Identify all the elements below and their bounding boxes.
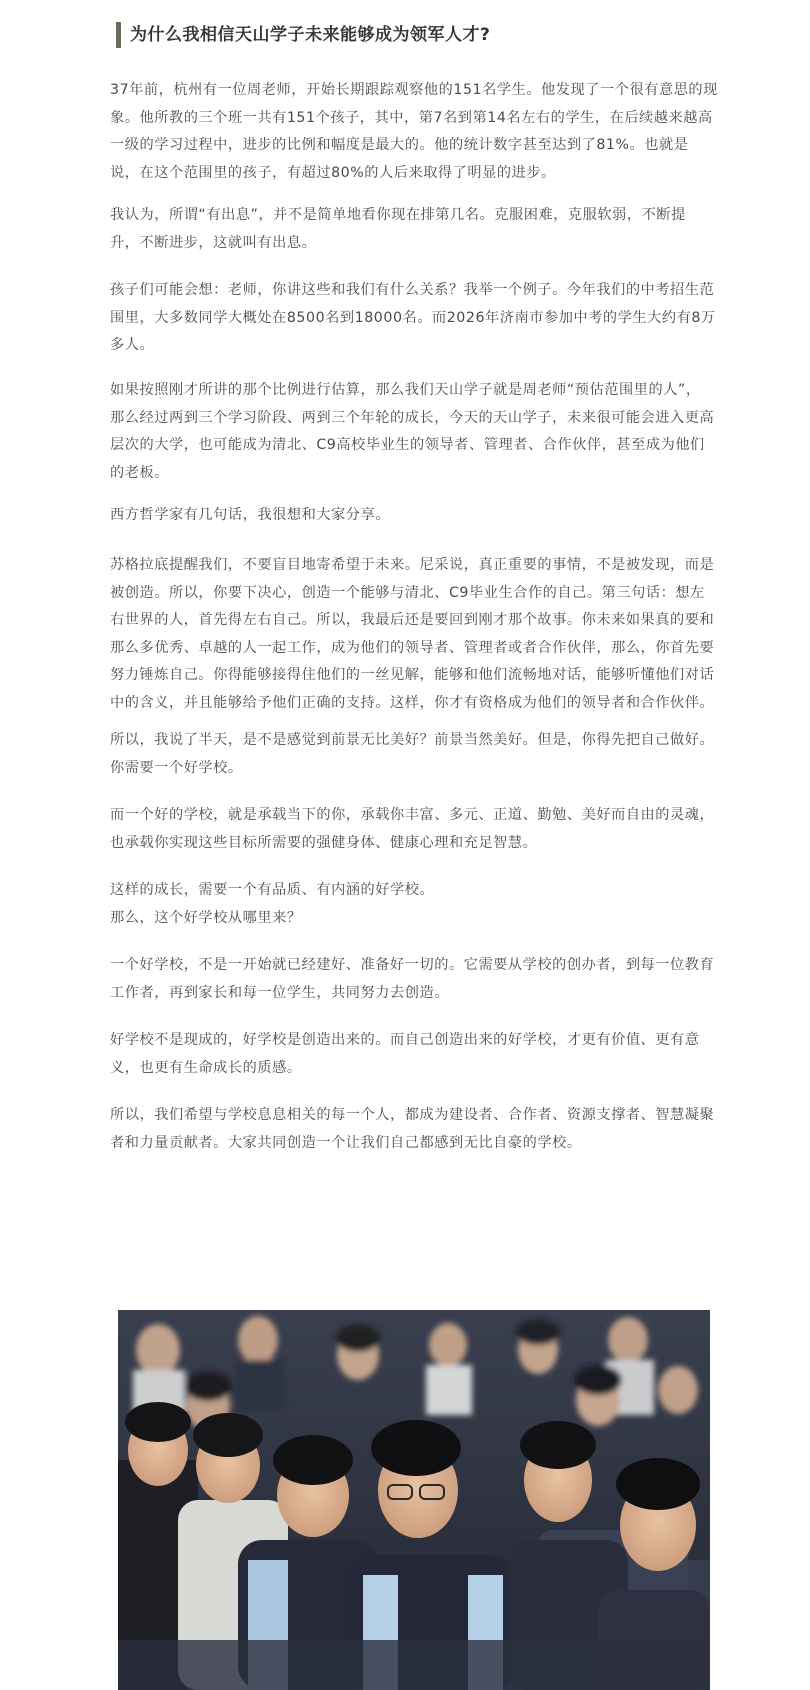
paragraph-line: 说，在这个范围里的孩子，有超过80%的人后来取得了明显的进步。 bbox=[110, 164, 556, 181]
paragraph-9 bbox=[110, 877, 712, 932]
paragraph-6 bbox=[110, 552, 715, 717]
paragraph-line: 义，也更有生命成长的质感。 bbox=[110, 1059, 302, 1076]
paragraph-line: 围里，大多数同学大概处在8500名到18000名。而2026年济南市参加中考的学生大约有8万 bbox=[110, 309, 716, 326]
paragraph-line: 你需要一个好学校。 bbox=[110, 759, 243, 776]
paragraph-line: 被创造。所以，你要下决心，创造一个能够与清北、C9毕业生合作的自己。第三句话：想左 bbox=[110, 584, 705, 601]
paragraph-line: 西方哲学家有几句话，我很想和大家分享。 bbox=[110, 507, 391, 523]
paragraph-line: 苏格拉底提醒我们，不要盲目地寄希望于未来。尼采说，真正重要的事情，不是被发现，而是 bbox=[110, 557, 715, 573]
paragraph-line: 努力锤炼自己。你得能够接得住他们的一丝见解，能够和他们流畅地对话，能够听懂他们对话 bbox=[110, 667, 715, 683]
paragraph-line: 右世界的人，首先得左右自己。所以，我最后还是要回到刚才那个故事。你未来如果真的要和 bbox=[110, 612, 715, 628]
paragraph-line: 好学校不是现成的，好学校是创造出来的。而自己创造出来的好学校，才更有价值、更有意 bbox=[110, 1032, 700, 1048]
students-auditorium-photo bbox=[118, 1310, 710, 1690]
heading-accent-bar bbox=[116, 22, 121, 48]
paragraph-2 bbox=[110, 202, 712, 257]
paragraph-line: 37年前，杭州有一位周老师，开始长期跟踪观察他的151名学生。他发现了一个很有意思的现 bbox=[110, 82, 718, 98]
paragraph-7 bbox=[110, 727, 715, 782]
paragraph-11 bbox=[110, 1027, 712, 1082]
paragraph-line: 一个好学校，不是一开始就已经建好、准备好一切的。它需要从学校的创办者，到每一位教育 bbox=[110, 957, 715, 973]
paragraph-line: 所以，我们希望与学校息息相关的每一个人，都成为建设者、合作者、资源支撑者、智慧凝聚 bbox=[110, 1107, 715, 1123]
paragraph-line: 象。他所教的三个班一共有151个孩子，其中，第7名到第14名左右的学生，在后续越来越高 bbox=[110, 109, 713, 126]
paragraph-line: 升，不断进步，这就叫有出息。 bbox=[110, 234, 317, 251]
paragraph-line: 这样的成长，需要一个有品质、有内涵的好学校。 bbox=[110, 882, 435, 898]
paragraph-line: 那么多优秀、卓越的人一起工作，成为他们的领导者、管理者或者合作伙伴，那么，你首先要 bbox=[110, 639, 715, 656]
paragraph-8 bbox=[110, 802, 715, 857]
paragraph-line: 如果按照刚才所讲的那个比例进行估算，那么我们天山学子就是周老师“预估范围里的人”， bbox=[110, 382, 701, 398]
paragraph-line: 而一个好的学校，就是承载当下的你，承载你丰富、多元、正道、勤勉、美好而自由的灵魂， bbox=[110, 807, 715, 823]
paragraph-line: 者和力量贡献者。大家共同创造一个让我们自己都感到无比自豪的学校。 bbox=[110, 1134, 582, 1151]
paragraph-5 bbox=[110, 502, 712, 530]
paragraph-4 bbox=[110, 377, 715, 487]
paragraph-line: 那么经过两到三个学习阶段、两到三个年轮的成长，今天的天山学子，未来很可能会进入更高 bbox=[110, 409, 715, 426]
paragraph-line: 那么，这个好学校从哪里来？ bbox=[110, 909, 302, 926]
paragraph-line: 也承载你实现这些目标所需要的强健身体、健康心理和充足智慧。 bbox=[110, 834, 538, 851]
paragraph-10 bbox=[110, 952, 715, 1007]
paragraph-1 bbox=[110, 77, 718, 187]
paragraph-line: 的老板。 bbox=[110, 464, 169, 481]
paragraph-line: 我认为，所谓“有出息”，并不是简单地看你现在排第几名。克服困难，克服软弱，不断提 bbox=[110, 207, 686, 223]
paragraph-line: 中的含义，并且能够给予他们正确的支持。这样，你才有资格成为他们的领导者和合作伙伴。 bbox=[110, 694, 715, 711]
paragraph-3 bbox=[110, 277, 716, 360]
paragraph-line: 一级的学习过程中，进步的比例和幅度是最大的。他的统计数字甚至达到了81%。也就是 bbox=[110, 137, 689, 153]
paragraph-line: 孩子们可能会想：老师，你讲这些和我们有什么关系？我举一个例子。今年我们的中考招生范 bbox=[110, 282, 715, 298]
paragraph-line: 多人。 bbox=[110, 337, 155, 353]
paragraph-line: 层次的大学，也可能成为清北、C9高校毕业生的领导者、管理者、合作伙伴，甚至成为他们 bbox=[110, 437, 705, 453]
paragraph-12 bbox=[110, 1102, 715, 1157]
article-heading: 为什么我相信天山学子未来能够成为领军人才? bbox=[130, 25, 491, 45]
paragraph-line: 工作者，再到家长和每一位学生，共同努力去创造。 bbox=[110, 984, 449, 1001]
paragraph-line: 所以，我说了半天，是不是感觉到前景无比美好？前景当然美好。但是，你得先把自己做好。 bbox=[110, 732, 715, 748]
